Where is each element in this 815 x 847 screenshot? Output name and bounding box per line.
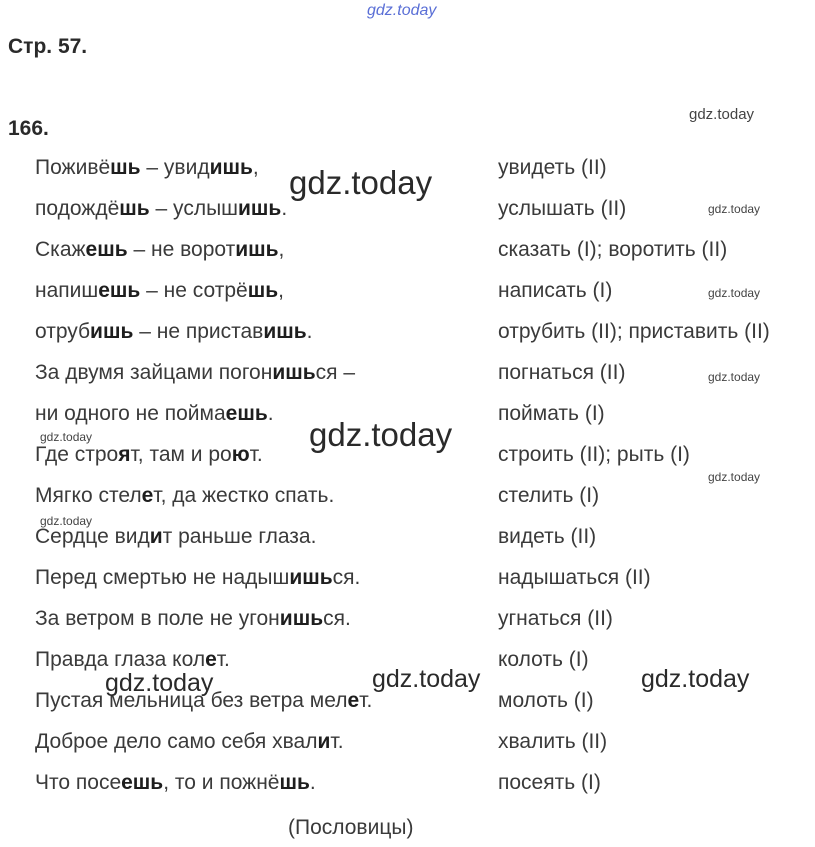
ending-highlight: и: [209, 156, 223, 179]
proverb-line: [35, 566, 360, 590]
proverb-line: [35, 279, 284, 303]
watermark: gdz.today: [708, 202, 761, 216]
watermark-top: gdz.today: [367, 2, 437, 19]
proverb-line: [35, 402, 274, 426]
proverb-text: т, да жестко спать.: [153, 484, 335, 507]
verb-infinitive-answer: посеять (I): [498, 771, 601, 794]
watermark: gdz.today: [708, 286, 761, 300]
ending-highlight: ишь: [90, 320, 134, 343]
proverb-text: Скаж: [35, 238, 86, 261]
proverb-text: ,: [252, 156, 259, 179]
proverb-line: [35, 730, 344, 754]
proverb-line: [35, 607, 351, 631]
proverb-line: [35, 197, 287, 221]
verb-infinitive-answer: угнаться (II): [498, 607, 613, 630]
ending-highlight: ешь: [98, 279, 141, 302]
page-label: Стр. 57.: [8, 35, 88, 58]
proverb-text: – не пристав: [133, 320, 264, 343]
proverb-text: т.: [359, 689, 373, 712]
proverb-text: Поживё: [35, 156, 111, 179]
ending-highlight: шь: [247, 279, 279, 302]
ending-highlight: е: [141, 484, 154, 507]
ending-highlight: ишь: [289, 566, 333, 589]
proverb-text: т, там и ро: [130, 443, 232, 466]
source-label: (Пословицы): [288, 816, 414, 839]
proverb-line: [35, 771, 316, 795]
proverb-line: [35, 320, 313, 344]
proverb-line: [35, 443, 263, 467]
ending-highlight: шь: [222, 156, 253, 179]
proverb-text: За ветром в поле не угон: [35, 607, 280, 630]
proverb-text: Сердце вид: [35, 525, 150, 548]
watermark: gdz.today: [372, 665, 481, 693]
watermark: gdz.today: [708, 370, 761, 384]
watermark: gdz.today: [289, 164, 433, 201]
ending-highlight: ишь: [279, 607, 324, 630]
proverb-text: ни одного не пойма: [35, 402, 226, 425]
proverb-text: Перед смертью не надыш: [35, 566, 290, 589]
proverb-text: ,: [278, 238, 285, 261]
proverb-text: .: [267, 402, 274, 425]
watermark: gdz.today: [708, 470, 761, 484]
proverb-text: – услыш: [149, 197, 239, 220]
proverb-line: [35, 156, 259, 180]
watermark: gdz.today: [641, 665, 750, 693]
proverb-text: т.: [330, 730, 344, 753]
watermark: gdz.today: [309, 416, 453, 453]
proverb-text: .: [281, 197, 288, 220]
verb-infinitive-answer: надышаться (II): [498, 566, 651, 589]
proverb-line: [35, 525, 316, 549]
proverb-text: отруб: [35, 320, 91, 343]
ending-highlight: ишь: [235, 238, 279, 261]
ending-highlight: ешь: [121, 771, 164, 794]
proverb-text: .: [306, 320, 313, 343]
proverb-text: За двумя зайцами погон: [35, 361, 273, 384]
proverb-text: .: [309, 771, 316, 794]
proverb-text: напиш: [35, 279, 99, 302]
ending-highlight: ешь: [225, 402, 268, 425]
watermark: gdz.today: [40, 430, 93, 444]
proverb-line: [35, 484, 334, 508]
watermark: gdz.today: [105, 669, 214, 697]
proverb-text: Мягко стел: [35, 484, 142, 507]
ending-highlight: шь: [119, 197, 150, 220]
verb-infinitive-answer: строить (II); рыть (I): [498, 443, 690, 466]
proverb-text: т.: [216, 648, 230, 671]
verb-infinitive-answer: стелить (I): [498, 484, 600, 507]
ending-highlight: шь: [110, 156, 141, 179]
verb-infinitive-answer: сказать (I); воротить (II): [498, 238, 728, 261]
proverb-text: Правда глаза кол: [35, 648, 206, 671]
watermark: gdz.today: [40, 514, 93, 528]
proverb-text: , то и пожнё: [163, 771, 280, 794]
ending-highlight: ишь: [272, 361, 316, 384]
ending-highlight: ю: [231, 443, 250, 466]
ending-highlight: е: [347, 689, 360, 712]
ending-highlight: ешь: [85, 238, 128, 261]
verb-infinitive-answer: поймать (I): [498, 402, 605, 425]
proverb-text: ,: [278, 279, 284, 302]
verb-infinitive-answer: молоть (I): [498, 689, 594, 712]
verb-infinitive-answer: колоть (I): [498, 648, 589, 671]
verb-infinitive-answer: видеть (II): [498, 525, 597, 548]
proverb-text: Где стро: [35, 443, 119, 466]
verb-infinitive-answer: увидеть (II): [498, 156, 607, 179]
watermark: gdz.today: [689, 106, 755, 123]
verb-infinitive-answer: отрубить (II); приставить (II): [498, 320, 770, 343]
verb-infinitive-answer: услышать (II): [498, 197, 627, 220]
ending-highlight: ишь: [238, 197, 282, 220]
proverb-text: Пустая мельница без ветра мел: [35, 689, 348, 712]
proverb-text: – не ворот: [127, 238, 236, 261]
ending-highlight: я: [118, 443, 131, 466]
proverb-text: – увид: [140, 156, 210, 179]
verb-infinitive-answer: погнаться (II): [498, 361, 626, 384]
verb-infinitive-answer: хвалить (II): [498, 730, 608, 753]
proverb-text: Что посе: [35, 771, 122, 794]
proverb-text: т раньше глаза.: [162, 525, 317, 548]
proverb-text: ся –: [315, 361, 356, 384]
proverb-text: ся.: [323, 607, 351, 630]
ending-highlight: и: [149, 525, 163, 548]
proverb-line: [35, 361, 355, 385]
ending-highlight: и: [317, 730, 331, 753]
proverb-line: [35, 238, 284, 262]
proverb-text: – не сотрё: [140, 279, 248, 302]
ending-highlight: е: [205, 648, 217, 671]
proverb-text: подождё: [35, 197, 120, 220]
ending-highlight: ишь: [263, 320, 307, 343]
ending-highlight: шь: [279, 771, 310, 794]
proverb-text: т.: [249, 443, 263, 466]
verb-infinitive-answer: написать (I): [498, 279, 613, 302]
exercise-number: 166.: [8, 117, 49, 140]
proverb-text: Доброе дело само себя хвал: [35, 730, 318, 753]
proverb-text: ся.: [332, 566, 361, 589]
